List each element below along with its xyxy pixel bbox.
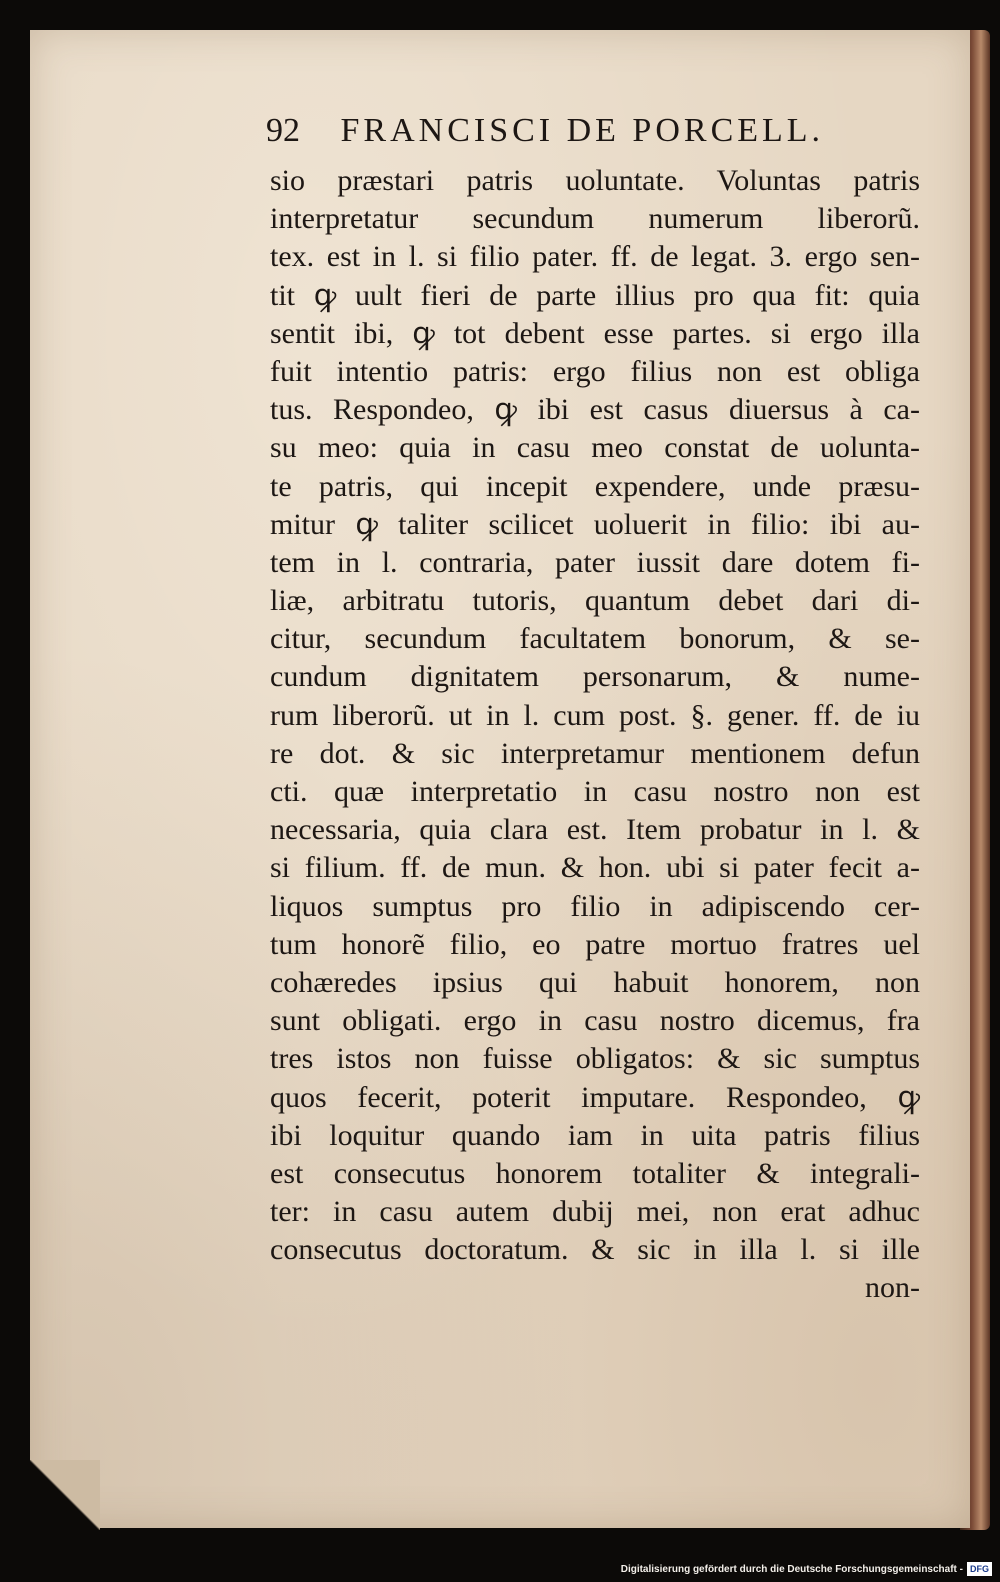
text-line: tum honorẽ filio, eo patre mortuo fratres uel bbox=[270, 927, 920, 961]
text-line: ibi loquitur quando iam in uita patris filius bbox=[270, 1118, 920, 1152]
text-line: necessaria, quia clara est. Item probatur in l. & bbox=[270, 813, 920, 847]
text-line: su meo: quia in casu meo constat de uolunta- bbox=[270, 431, 920, 465]
dfg-logo: DFG bbox=[967, 1562, 992, 1576]
text-line: tit ꝙ uult fieri de parte illius pro qua fit: quia bbox=[270, 278, 920, 312]
text-line: rum liberorũ. ut in l. cum post. §. gener. ff. de iu bbox=[270, 698, 920, 732]
text-line: fuit intentio patris: ergo filius non est obliga bbox=[270, 354, 920, 388]
text-line: sunt obligati. ergo in casu nostro dicemus, fra bbox=[270, 1004, 920, 1038]
text-line: cohæredes ipsius qui habuit honorem, non bbox=[270, 965, 920, 999]
page-corner-fold bbox=[30, 1460, 100, 1530]
text-line: mitur ꝙ taliter scilicet uoluerit in filio: ibi au- bbox=[270, 507, 920, 541]
text-line: tus. Respondeo, ꝙ ibi est casus diuersus à ca- bbox=[270, 393, 920, 427]
text-line: si filium. ff. de mun. & hon. ubi si pater fecit a- bbox=[270, 851, 920, 885]
text-line: tex. est in l. si filio pater. ff. de legat. 3. ergo sen- bbox=[270, 240, 920, 274]
text-line: consecutus doctoratum. & sic in illa l. si ille bbox=[270, 1233, 920, 1267]
page-number: 92 bbox=[266, 112, 300, 149]
text-line: est consecutus honorem totaliter & integrali- bbox=[270, 1156, 920, 1190]
text-line: tres istos non fuisse obligatos: & sic sumptus bbox=[270, 1042, 920, 1076]
funding-credit: Digitalisierung gefördert durch die Deutsche Forschungsgemeinschaft - bbox=[620, 1563, 963, 1575]
text-line: re dot. & sic interpretamur mentionem defun bbox=[270, 736, 920, 770]
text-line: cti. quæ interpretatio in casu nostro non est bbox=[270, 775, 920, 808]
text-line: sio præstari patris uoluntate. Voluntas patris bbox=[270, 164, 920, 197]
text-line: liæ, arbitratu tutoris, quantum debet dari di- bbox=[270, 584, 920, 618]
funding-footer bbox=[621, 1560, 992, 1578]
text-line: non- bbox=[865, 1271, 920, 1305]
text-line: sentit ibi, ꝙ tot debent esse partes. si ergo illa bbox=[270, 316, 920, 350]
text-line: liquos sumptus pro filio in adipiscendo cer- bbox=[270, 889, 920, 923]
text-line: tem in l. contraria, pater iussit dare dotem fi- bbox=[270, 545, 920, 579]
text-line: citur, secundum facultatem bonorum, & se- bbox=[270, 622, 920, 656]
text-line: cundum dignitatem personarum, & nume- bbox=[270, 660, 920, 694]
text-line: te patris, qui incepit expendere, unde præsu- bbox=[270, 469, 920, 503]
running-header bbox=[266, 112, 906, 160]
text-line: quos fecerit, poterit imputare. Respondeo, ꝙ bbox=[270, 1080, 920, 1114]
text-line: ter: in casu autem dubij mei, non erat adhuc bbox=[270, 1195, 920, 1229]
running-title: FRANCISCI DE PORCELL. bbox=[340, 112, 825, 149]
text-line: interpretatur secundum numerum liberorũ. bbox=[270, 202, 920, 236]
body-text bbox=[270, 162, 920, 1308]
